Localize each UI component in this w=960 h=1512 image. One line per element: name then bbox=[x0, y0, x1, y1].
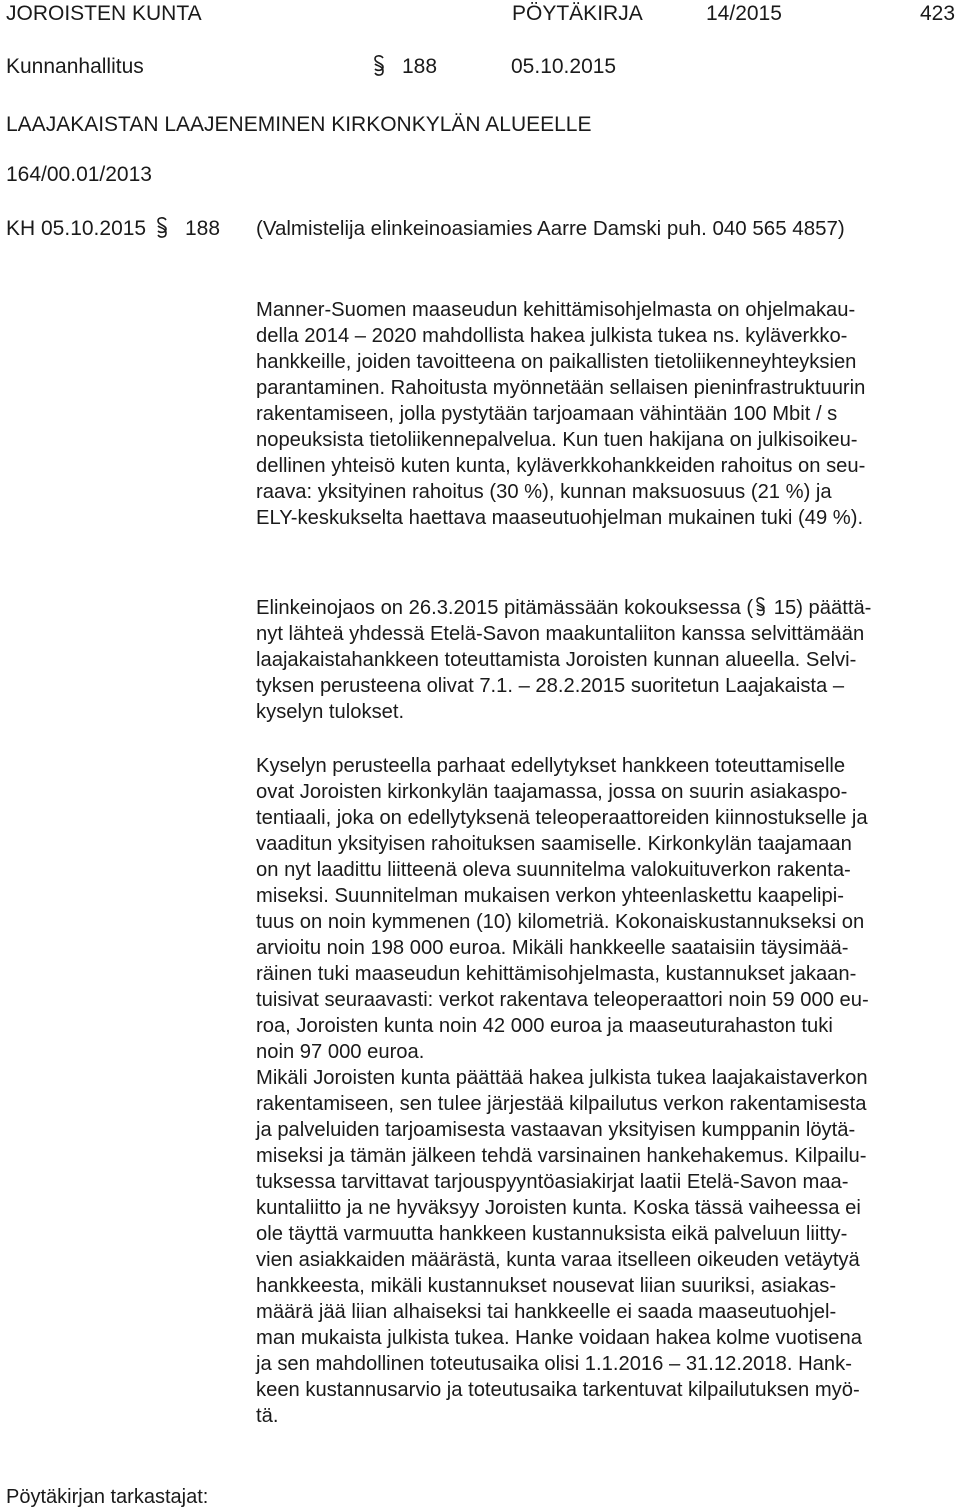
preparer-info: (Valmistelija elinkeinoasiamies Aarre Damski puh. 040 565 4857) bbox=[256, 217, 845, 240]
text-segment: 15) päättä- bbox=[768, 597, 872, 619]
meeting-date: 05.10.2015 bbox=[511, 55, 617, 78]
text-line: Kyselyn perusteella parhaat edellytykset hankkeen toteuttamiselle bbox=[256, 755, 846, 777]
section-sign-icon bbox=[754, 596, 766, 618]
text-line: ja palveluiden tarjoamisesta vastaavan yksityisen kumppanin löytä- bbox=[256, 1119, 856, 1141]
text-line: miseksi ja tämän jälkeen tehdä varsinainen hankehakemus. Kilpailu- bbox=[256, 1145, 867, 1167]
text-line: tentiaali, joka on edellytyksenä teleoperaattoreiden kiinnostukselle ja bbox=[256, 807, 868, 829]
text-line: määrä jää liian alhaiseksi tai hankkeelle ei saada maaseutuohjel- bbox=[256, 1301, 837, 1323]
text-line: ovat Joroisten kirkonkylän taajamassa, jossa on suurin asiakaspo- bbox=[256, 781, 848, 803]
reference-board-date: KH 05.10.2015 bbox=[6, 217, 147, 240]
reference-section-number: 188 bbox=[185, 217, 221, 240]
text-line bbox=[256, 595, 960, 621]
text-line: kyselyn tulokset. bbox=[256, 701, 405, 723]
text-line: miseksi. Suunnitelman mukaisen verkon yhteenlaskettu kaapelipi- bbox=[256, 885, 844, 907]
paragraph-funding bbox=[256, 297, 960, 531]
text-line: keen kustannusarvio ja toteutusaika tarkentuvat kilpailutuksen myö- bbox=[256, 1379, 860, 1401]
section-sign-icon bbox=[155, 216, 169, 240]
text-line: laajakaistahankkeen toteuttamista Joroisten kunnan alueella. Selvi- bbox=[256, 649, 857, 671]
document-number: 14/2015 bbox=[706, 2, 782, 25]
text-segment: Elinkeinojaos on 26.3.2015 pitämässään kokouksessa ( bbox=[256, 597, 754, 619]
text-line: tuksessa tarvittavat tarjouspyyntöasiakirjat laatii Etelä-Savon maa- bbox=[256, 1171, 849, 1193]
text-line: dellinen yhteisö kuten kunta, kyläverkkohankkeiden rahoitus on seu- bbox=[256, 455, 866, 477]
text-line: kuntaliitto ja ne hyväksyy Joroisten kunta. Koska tässä vaiheessa ei bbox=[256, 1197, 861, 1219]
section-sign-icon bbox=[372, 54, 386, 78]
text-line: tä. bbox=[256, 1405, 279, 1427]
paragraph-decision bbox=[256, 595, 960, 725]
reference-section-marker bbox=[155, 216, 169, 243]
text-line: tuus on noin kymmenen (10) kilometriä. Kokonaiskustannukseksi on bbox=[256, 911, 865, 933]
paragraph-survey-results bbox=[256, 753, 960, 1429]
text-line: ole täyttä varmuutta hankkeen kustannuksista eikä palveluun liitty- bbox=[256, 1223, 848, 1245]
municipality-name: JOROISTEN KUNTA bbox=[6, 2, 202, 25]
text-line: Manner-Suomen maaseudun kehittämisohjelmasta on ohjelmakau- bbox=[256, 299, 856, 321]
text-line: on nyt laadittu liitteenä oleva suunnitelma valokuituverkon rakenta- bbox=[256, 859, 851, 881]
text-line: vaaditun yksityisen rahoituksen saamiselle. Kirkonkylän taajamaan bbox=[256, 833, 852, 855]
text-line: arvioitu noin 198 000 euroa. Mikäli hankkeelle saataisiin täysimää- bbox=[256, 937, 849, 959]
text-line: nopeuksista tietoliikennepalvelua. Kun tuen hakijana on julkisoikeu- bbox=[256, 429, 858, 451]
section-marker bbox=[372, 54, 386, 81]
document-type: PÖYTÄKIRJA bbox=[512, 2, 643, 25]
record-number: 164/00.01/2013 bbox=[6, 163, 152, 186]
text-line: man mukaista julkista tukea. Hanke voidaan hakea kolme vuotisena bbox=[256, 1327, 862, 1349]
board-name: Kunnanhallitus bbox=[6, 55, 144, 78]
text-line: ja sen mahdollinen toteutusaika olisi 1.1.2016 – 31.12.2018. Hank- bbox=[256, 1353, 852, 1375]
text-line: rakentamiseen, sen tulee järjestää kilpailutus verkon rakentamisesta bbox=[256, 1093, 867, 1115]
text-line: Mikäli Joroisten kunta päättää hakea julkista tukea laajakaistaverkon bbox=[256, 1067, 868, 1089]
text-line: rakentamiseen, jolla pystytään tarjoamaan vähintään 100 Mbit / s bbox=[256, 403, 838, 425]
text-line: vien asiakkaiden määrästä, kunta varaa itselleen oikeuden vetäytyä bbox=[256, 1249, 860, 1271]
text-line: nyt lähteä yhdessä Etelä-Savon maakuntaliiton kanssa selvittämään bbox=[256, 623, 865, 645]
text-line: noin 97 000 euroa. bbox=[256, 1041, 425, 1063]
text-line: hankkeesta, mikäli kustannukset nousevat liian suuriksi, asiakas- bbox=[256, 1275, 837, 1297]
section-number: 188 bbox=[402, 55, 438, 78]
text-line: hankkeille, joiden tavoitteena on paikallisten tietoliikenneyhteyksien bbox=[256, 351, 857, 373]
text-line: tuisivat seuraavasti: verkot rakentava teleoperaattori noin 59 000 eu- bbox=[256, 989, 869, 1011]
reviewers-label: Pöytäkirjan tarkastajat: bbox=[6, 1486, 209, 1508]
text-line: raava: yksityinen rahoitus (30 %), kunnan maksuosuus (21 %) ja bbox=[256, 481, 832, 503]
text-line: roa, Joroisten kunta noin 42 000 euroa ja maaseuturahaston tuki bbox=[256, 1015, 833, 1037]
text-line: ELY-keskukselta haettava maaseutuohjelman mukainen tuki (49 %). bbox=[256, 507, 864, 529]
text-line: tyksen perusteena olivat 7.1. – 28.2.2015 suoritetun Laajakaista – bbox=[256, 675, 845, 697]
text-line: parantaminen. Rahoitusta myönnetään sellaisen pieninfrastruktuurin bbox=[256, 377, 866, 399]
text-line: räinen tuki maaseudun kehittämisohjelmasta, kustannukset jakaan- bbox=[256, 963, 857, 985]
page-number: 423 bbox=[920, 2, 956, 25]
item-title: LAAJAKAISTAN LAAJENEMINEN KIRKONKYLÄN ALUEELLE bbox=[6, 113, 592, 136]
text-line: della 2014 – 2020 mahdollista hakea julkista tukea ns. kyläverkko- bbox=[256, 325, 848, 347]
